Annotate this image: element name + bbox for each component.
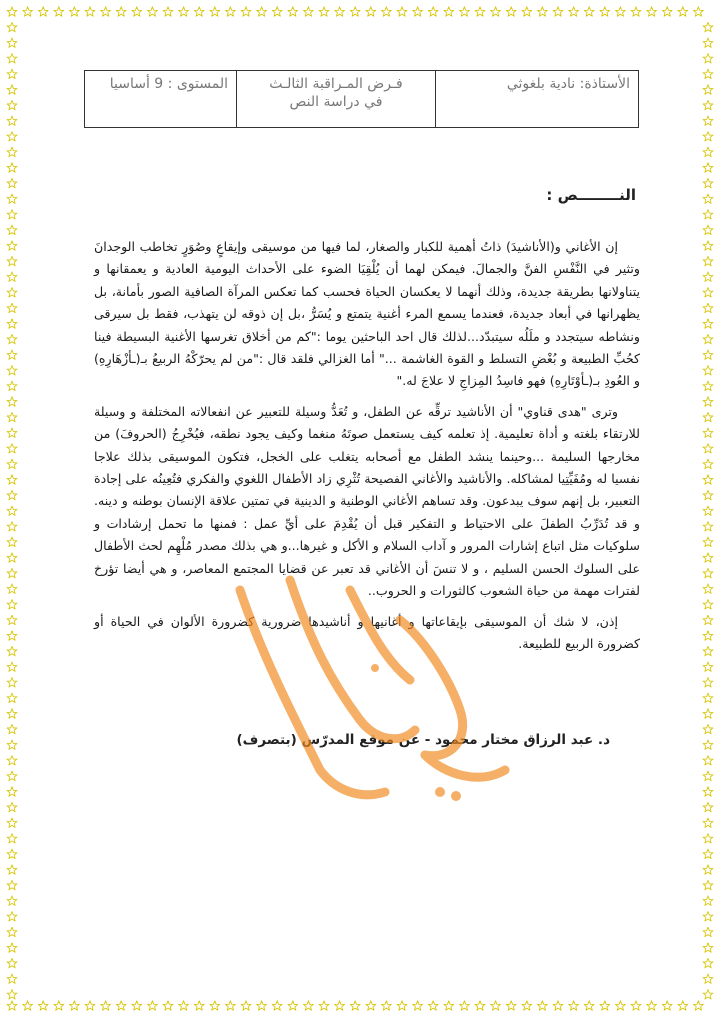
star-icon bbox=[703, 85, 713, 94]
star-icon bbox=[257, 1001, 267, 1010]
star-icon bbox=[703, 475, 713, 484]
star-icon bbox=[7, 709, 17, 718]
star-icon bbox=[647, 7, 657, 16]
star-icon bbox=[7, 475, 17, 484]
star-icon bbox=[7, 646, 17, 655]
star-icon bbox=[703, 568, 713, 577]
star-icon bbox=[7, 771, 17, 780]
exam-title-line2: في دراسة النص bbox=[289, 94, 383, 110]
star-icon bbox=[703, 802, 713, 811]
star-icon bbox=[703, 787, 713, 796]
star-icon bbox=[288, 1001, 298, 1010]
star-icon bbox=[7, 397, 17, 406]
star-icon bbox=[241, 7, 251, 16]
star-icon bbox=[7, 958, 17, 967]
star-icon bbox=[703, 771, 713, 780]
star-icon bbox=[7, 194, 17, 203]
star-icon bbox=[678, 1001, 688, 1010]
star-icon bbox=[7, 319, 17, 328]
star-icon bbox=[7, 756, 17, 765]
star-icon bbox=[703, 662, 713, 671]
header-table bbox=[84, 70, 639, 128]
star-icon bbox=[7, 38, 17, 47]
star-icon bbox=[397, 1001, 407, 1010]
paragraph-1: إن الأغاني و(الأناشيدَ) ذاتُ أهمية للكبار والصغار، لما فيها من موسيقى وإيقاعٍ وصُوَرٍ تخاطب الوجدانَ وتثير في النَّفْسِ الفنَّ والجمالَ. فيمكن لهما أن يُلْقِيَا الضوء على الأحداث اليومية العادية و يعمقانها و يتناولانها بطريقة جديدة، وذلك أنهما لا يعكسان الحياة فحسب كما تعكس المرآة الصافية الصور بأمانة، بل يظهرانها في أبعاد جديدة، فعندما يسمع المرء أغنية يتمتع و يُسَرُّ ،بل إن ذوقه لن يتهذب، فقط بل سيرقى ونشاطه سيتجدد و ملَلُه سيتبدّد...لذلك قال احد الباحثين يوما :"كم من أخلاق تغرسها الأغنية البسيطة فينا كحُبِّ الطبيعة و بُغْضِ التسلط و القوة الغاشمة ..." أما الغزالي فلقد قال :"من لم يحرّكْهُ الربيعُ بـ(ـأزْهَارِهِ) و العُودِ بـ(ـأوْتَارِهِ) فهو فاسِدُ المِزاجِ لا علاجَ له." bbox=[94, 239, 640, 389]
star-icon bbox=[703, 600, 713, 609]
star-icon bbox=[703, 818, 713, 827]
star-icon bbox=[703, 412, 713, 421]
star-icon bbox=[272, 1001, 282, 1010]
star-icon bbox=[553, 1001, 563, 1010]
star-icon bbox=[537, 7, 547, 16]
star-icon bbox=[703, 943, 713, 952]
star-icon bbox=[7, 459, 17, 468]
star-icon bbox=[7, 147, 17, 156]
star-icon bbox=[7, 912, 17, 921]
star-icon bbox=[584, 7, 594, 16]
star-icon bbox=[366, 7, 376, 16]
star-icon bbox=[428, 7, 438, 16]
star-icon bbox=[693, 1001, 703, 1010]
star-icon bbox=[132, 7, 142, 16]
star-icon bbox=[303, 1001, 313, 1010]
star-icon bbox=[7, 631, 17, 640]
star-icon bbox=[54, 1001, 64, 1010]
star-icon bbox=[7, 412, 17, 421]
star-icon bbox=[703, 444, 713, 453]
star-icon bbox=[7, 506, 17, 515]
star-icon bbox=[7, 334, 17, 343]
star-icon bbox=[584, 1001, 594, 1010]
star-icon bbox=[23, 7, 33, 16]
star-icon bbox=[7, 100, 17, 109]
star-icon bbox=[7, 584, 17, 593]
star-icon bbox=[163, 1001, 173, 1010]
teacher-name: الأستاذة: نادية بلغوثي bbox=[436, 71, 639, 128]
star-icon bbox=[703, 69, 713, 78]
star-icon bbox=[225, 7, 235, 16]
star-icon bbox=[85, 7, 95, 16]
star-icon bbox=[444, 7, 454, 16]
star-icon bbox=[647, 1001, 657, 1010]
star-icon bbox=[459, 7, 469, 16]
star-icon bbox=[703, 709, 713, 718]
star-icon bbox=[703, 756, 713, 765]
star-icon bbox=[69, 1001, 79, 1010]
star-icon bbox=[600, 1001, 610, 1010]
star-icon bbox=[335, 1001, 345, 1010]
star-icon bbox=[703, 631, 713, 640]
star-icon bbox=[703, 350, 713, 359]
star-icon bbox=[703, 615, 713, 624]
star-icon bbox=[7, 116, 17, 125]
star-icon bbox=[569, 1001, 579, 1010]
star-icon bbox=[7, 537, 17, 546]
star-icon bbox=[475, 1001, 485, 1010]
star-icon bbox=[7, 740, 17, 749]
star-icon bbox=[7, 553, 17, 562]
star-icon bbox=[703, 132, 713, 141]
star-icon bbox=[7, 522, 17, 531]
star-icon bbox=[569, 7, 579, 16]
star-icon bbox=[703, 459, 713, 468]
star-icon bbox=[69, 7, 79, 16]
star-icon bbox=[703, 334, 713, 343]
star-icon bbox=[615, 7, 625, 16]
star-icon bbox=[703, 303, 713, 312]
star-icon bbox=[491, 7, 501, 16]
star-icon bbox=[413, 1001, 423, 1010]
star-icon bbox=[428, 1001, 438, 1010]
star-icon bbox=[7, 1001, 17, 1010]
star-icon bbox=[7, 693, 17, 702]
star-icon bbox=[703, 537, 713, 546]
star-icon bbox=[147, 1001, 157, 1010]
star-icon bbox=[703, 194, 713, 203]
paragraph-2: وترى "هدى قناوي" أن الأناشيد ترقِّه عن الطفل، و تُعَدُّ وسيلة للتعبير عن انفعالاته المختلفة و وسيلة للارتقاء بلغته و أداة تعليمية. إذ تعلمه كيف يستعمل صوتَهُ منغما وكيف يجود نطقه، فيُخْرِجُ (الحروفَ) من مخارجها السليمة ...وحينما ينشد الطفل مع أصحابه يتغلب على الخجل، فتكون الموسيقى بذلك علاجا نفسيا له ومُفَيِّتِيا لمشاكله. والأناشيد والأغاني الفصيحة تُثْرِي زاد الأطفال اللغوي والفكري فتُعِينُه على إجادة التعبير، بل إنهم سوف يبدعون. وقد تساهم الأغاني الوطنية و الدينية في تمتين علاقة الإنسان بوطنه و دينه. و قد تُدَرِّبُ الطفلَ على الاحتياط و التفكير قبل أن يُقْدِمَ على أيِّ عمل : فمنها ما تحمل إرشادات و سلوكيات مثل اتباع إشارات المرور و آداب السلام و الأكل و غيرها...و هي بذلك مصدر مُلْهِم لحث الأطفال على السلوك الحسن السليم ، و لا تنسَ أن الأغاني قد تعبر عن قضايا المجتمع المعاصر، و هي أيضا تؤرخ لفترات مهمة من حياة الشعوب كالثورات و الحروب.. bbox=[94, 403, 640, 599]
star-icon bbox=[7, 366, 17, 375]
star-icon bbox=[7, 241, 17, 250]
star-icon bbox=[703, 584, 713, 593]
star-icon bbox=[350, 7, 360, 16]
star-icon bbox=[703, 163, 713, 172]
star-icon bbox=[7, 849, 17, 858]
star-icon bbox=[703, 366, 713, 375]
star-icon bbox=[703, 38, 713, 47]
star-icon bbox=[7, 865, 17, 874]
star-icon bbox=[7, 381, 17, 390]
star-icon bbox=[7, 22, 17, 31]
exam-title bbox=[237, 71, 436, 128]
star-icon bbox=[350, 1001, 360, 1010]
star-icon bbox=[7, 272, 17, 281]
star-icon bbox=[703, 646, 713, 655]
star-icon bbox=[163, 7, 173, 16]
star-icon bbox=[703, 553, 713, 562]
star-icon bbox=[506, 1001, 516, 1010]
star-icon bbox=[703, 428, 713, 437]
star-icon bbox=[662, 1001, 672, 1010]
star-icon bbox=[703, 896, 713, 905]
star-icon bbox=[257, 7, 267, 16]
star-icon bbox=[38, 7, 48, 16]
star-icon bbox=[662, 7, 672, 16]
star-icon bbox=[703, 834, 713, 843]
star-icon bbox=[631, 1001, 641, 1010]
star-icon bbox=[703, 506, 713, 515]
star-icon bbox=[703, 54, 713, 63]
star-icon bbox=[241, 1001, 251, 1010]
star-icon bbox=[703, 397, 713, 406]
star-icon bbox=[703, 490, 713, 499]
star-icon bbox=[7, 802, 17, 811]
star-icon bbox=[703, 22, 713, 31]
star-icon bbox=[703, 319, 713, 328]
star-icon bbox=[703, 288, 713, 297]
star-icon bbox=[703, 241, 713, 250]
star-icon bbox=[194, 1001, 204, 1010]
star-icon bbox=[7, 178, 17, 187]
star-icon bbox=[7, 69, 17, 78]
star-icon bbox=[210, 7, 220, 16]
star-icon bbox=[7, 225, 17, 234]
star-icon bbox=[7, 54, 17, 63]
star-icon bbox=[7, 818, 17, 827]
star-icon bbox=[319, 1001, 329, 1010]
star-icon bbox=[132, 1001, 142, 1010]
star-icon bbox=[703, 740, 713, 749]
star-icon bbox=[7, 7, 17, 16]
paragraph-3: إذن، لا شك أن الموسيقى بإيقاعاتها و أغانيها و أناشيدها ضرورية كضرورة الألوان في الحياة أو كضرورة الربيع للطبيعة. bbox=[94, 613, 640, 651]
exam-title-line1: فـرض المـراقبة الثالـث bbox=[269, 76, 403, 92]
star-icon bbox=[38, 1001, 48, 1010]
star-icon bbox=[703, 849, 713, 858]
star-icon bbox=[397, 7, 407, 16]
star-icon bbox=[703, 678, 713, 687]
star-icon bbox=[678, 7, 688, 16]
star-icon bbox=[23, 1001, 33, 1010]
star-icon bbox=[194, 7, 204, 16]
star-icon bbox=[703, 724, 713, 733]
star-icon bbox=[703, 974, 713, 983]
star-icon bbox=[7, 678, 17, 687]
star-icon bbox=[147, 7, 157, 16]
star-icon bbox=[475, 7, 485, 16]
star-icon bbox=[210, 1001, 220, 1010]
star-icon bbox=[703, 225, 713, 234]
star-icon bbox=[703, 116, 713, 125]
star-icon bbox=[631, 7, 641, 16]
star-icon bbox=[703, 693, 713, 702]
star-icon bbox=[54, 7, 64, 16]
star-icon bbox=[7, 303, 17, 312]
star-icon bbox=[7, 163, 17, 172]
star-icon bbox=[7, 288, 17, 297]
star-icon bbox=[7, 896, 17, 905]
star-icon bbox=[366, 1001, 376, 1010]
star-icon bbox=[7, 256, 17, 265]
star-icon bbox=[703, 927, 713, 936]
star-icon bbox=[7, 943, 17, 952]
star-icon bbox=[303, 7, 313, 16]
star-icon bbox=[491, 1001, 501, 1010]
star-icon bbox=[288, 7, 298, 16]
star-icon bbox=[179, 1001, 189, 1010]
star-icon bbox=[703, 381, 713, 390]
star-icon bbox=[7, 444, 17, 453]
star-icon bbox=[703, 210, 713, 219]
star-icon bbox=[335, 7, 345, 16]
star-icon bbox=[7, 428, 17, 437]
text-body bbox=[94, 236, 640, 663]
star-icon bbox=[703, 880, 713, 889]
star-icon bbox=[7, 490, 17, 499]
star-icon bbox=[7, 974, 17, 983]
star-icon bbox=[703, 990, 713, 999]
star-icon bbox=[537, 1001, 547, 1010]
star-icon bbox=[381, 7, 391, 16]
star-icon bbox=[413, 7, 423, 16]
star-icon bbox=[703, 178, 713, 187]
star-icon bbox=[7, 834, 17, 843]
star-icon bbox=[7, 927, 17, 936]
star-icon bbox=[600, 7, 610, 16]
star-icon bbox=[703, 958, 713, 967]
star-icon bbox=[7, 600, 17, 609]
star-icon bbox=[7, 85, 17, 94]
author-source: د. عبد الرزاق مختار محمود - عن موقع المدرّس (بتصرف) bbox=[236, 732, 610, 748]
star-icon bbox=[522, 1001, 532, 1010]
section-title: النــــــــص : bbox=[546, 186, 636, 204]
star-icon bbox=[116, 7, 126, 16]
star-icon bbox=[703, 100, 713, 109]
star-icon bbox=[85, 1001, 95, 1010]
star-icon bbox=[272, 7, 282, 16]
star-icon bbox=[225, 1001, 235, 1010]
star-icon bbox=[506, 7, 516, 16]
star-icon bbox=[444, 1001, 454, 1010]
star-icon bbox=[7, 350, 17, 359]
star-icon bbox=[703, 912, 713, 921]
star-icon bbox=[179, 7, 189, 16]
star-icon bbox=[459, 1001, 469, 1010]
star-icon bbox=[7, 568, 17, 577]
level-label: المستوى : 9 أساسيا bbox=[85, 71, 237, 128]
star-icon bbox=[101, 1001, 111, 1010]
star-icon bbox=[703, 865, 713, 874]
star-icon bbox=[703, 147, 713, 156]
star-icon bbox=[101, 7, 111, 16]
star-icon bbox=[703, 522, 713, 531]
star-icon bbox=[7, 724, 17, 733]
star-icon bbox=[7, 787, 17, 796]
star-icon bbox=[7, 615, 17, 624]
star-icon bbox=[522, 7, 532, 16]
star-icon bbox=[7, 990, 17, 999]
star-icon bbox=[553, 7, 563, 16]
star-icon bbox=[693, 7, 703, 16]
star-icon bbox=[381, 1001, 391, 1010]
star-icon bbox=[7, 880, 17, 889]
star-icon bbox=[7, 210, 17, 219]
star-icon bbox=[116, 1001, 126, 1010]
star-icon bbox=[703, 272, 713, 281]
star-icon bbox=[319, 7, 329, 16]
star-icon bbox=[7, 662, 17, 671]
star-icon bbox=[615, 1001, 625, 1010]
star-icon bbox=[7, 132, 17, 141]
star-icon bbox=[703, 256, 713, 265]
